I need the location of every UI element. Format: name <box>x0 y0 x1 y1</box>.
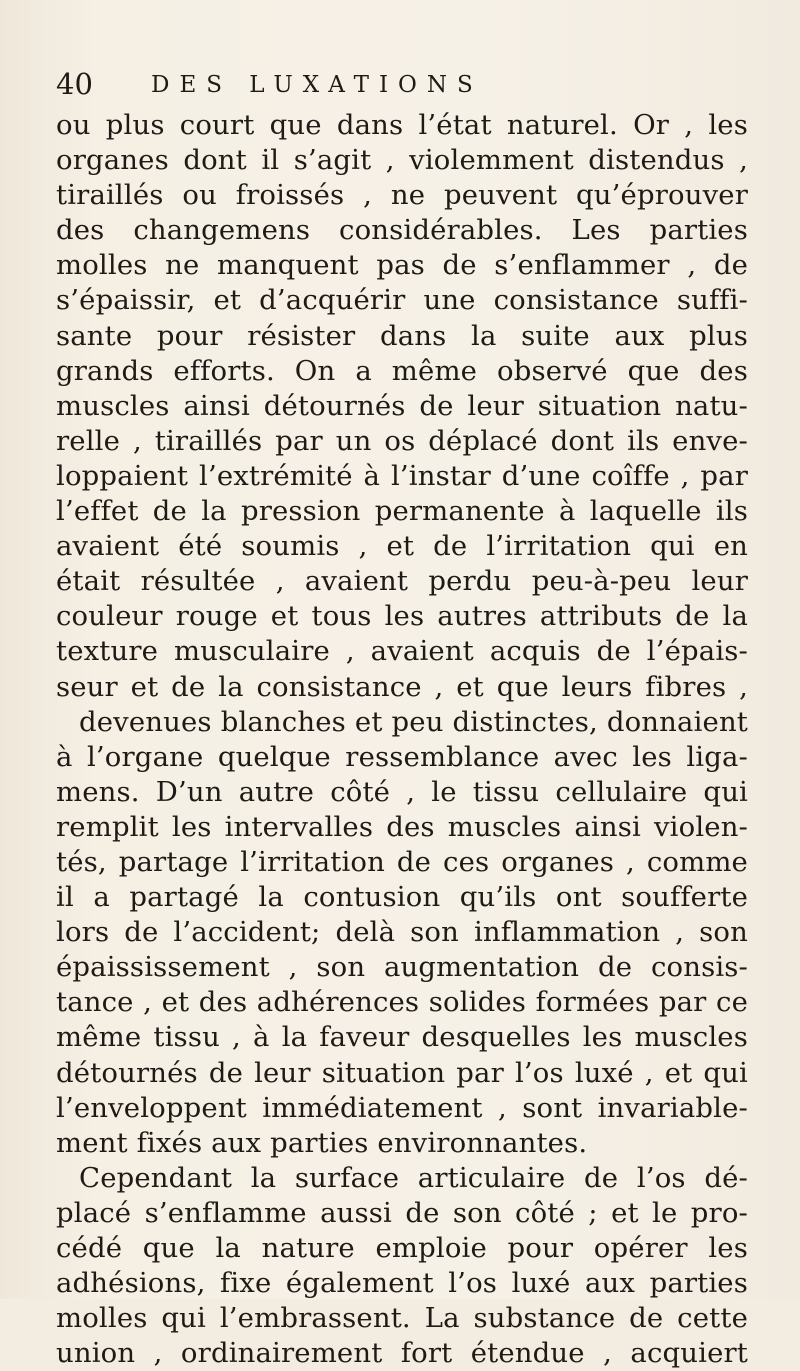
text-line: il a partagé la contusion qu’ils ont soufferte <box>56 881 748 914</box>
text-line: union , ordinairement fort étendue , acquiert <box>56 1337 748 1370</box>
text-line: seur et de la consistance , et que leurs fibres , <box>56 670 748 703</box>
page-number: 40 <box>56 67 93 101</box>
text-line: tance , et des adhérences solides formées par ce <box>56 986 748 1019</box>
text-line: s’épaissir, et d’acquérir une consistance suffi- <box>56 284 748 317</box>
text-line: tés, partage l’irritation de ces organes , comme <box>56 845 748 878</box>
text-line: tiraillés ou froissés , ne peuvent qu’éprouver <box>56 179 748 212</box>
text-line: adhésions, fixe également l’os luxé aux parties <box>56 1267 748 1300</box>
text-line: détournés de leur situation par l’os luxé , et qui <box>56 1056 748 1089</box>
text-line: texture musculaire , avaient acquis de l’épais- <box>56 635 748 668</box>
text-line: placé s’enflamme aussi de son côté ; et le pro- <box>56 1196 748 1229</box>
text-line: des changemens considérables. Les parties <box>56 214 748 247</box>
text-line: loppaient l’extrémité à l’instar d’une coîffe , par <box>56 459 748 492</box>
text-line: grands efforts. On a même observé que des <box>56 354 748 387</box>
text-line: ou plus court que dans l’état naturel. Or , les <box>56 109 748 141</box>
text-line: lors de l’accident; delà son inflammation , son <box>56 916 748 949</box>
body-text <box>56 108 748 1371</box>
text-line: à l’organe quelque ressemblance avec les liga- <box>56 740 748 773</box>
text-line: cédé que la nature emploie pour opérer les <box>56 1232 748 1264</box>
text-line: devenues blanches et peu distinctes, donnaient <box>79 705 748 738</box>
text-line: couleur rouge et tous les autres attributs de la <box>56 600 748 633</box>
text-line: molles ne manquent pas de s’enflammer , de <box>56 249 748 282</box>
running-title: DES LUXATIONS <box>151 72 483 98</box>
text-line: même tissu , à la faveur desquelles les muscles <box>56 1021 748 1054</box>
text-line: Cependant la surface articulaire de l’os dé- <box>79 1161 748 1194</box>
text-line: molles qui l’embrassent. La substance de cette <box>56 1302 748 1335</box>
text-line: était résultée , avaient perdu peu-à-peu leur <box>56 565 748 598</box>
text-line: sante pour résister dans la suite aux plus <box>56 319 748 352</box>
text-line: l’enveloppent immédiatement , sont invariable- <box>56 1091 748 1124</box>
text-line: muscles ainsi détournés de leur situation natu- <box>56 389 748 422</box>
text-line: remplit les intervalles des muscles ainsi violen- <box>56 810 748 843</box>
text-line: ment fixés aux parties environnantes. <box>56 1126 588 1159</box>
text-line: avaient été soumis , et de l’irritation qui en <box>56 530 748 563</box>
text-line: mens. D’un autre côté , le tissu cellulaire qui <box>56 775 748 808</box>
text-line: l’effet de la pression permanente à laquelle ils <box>56 495 748 528</box>
text-line: épaississement , son augmentation de consis- <box>56 951 748 984</box>
text-line: relle , tiraillés par un os déplacé dont ils enve- <box>56 424 748 457</box>
page-header <box>56 66 746 102</box>
text-line: organes dont il s’agit , violemment distendus , <box>56 144 748 177</box>
